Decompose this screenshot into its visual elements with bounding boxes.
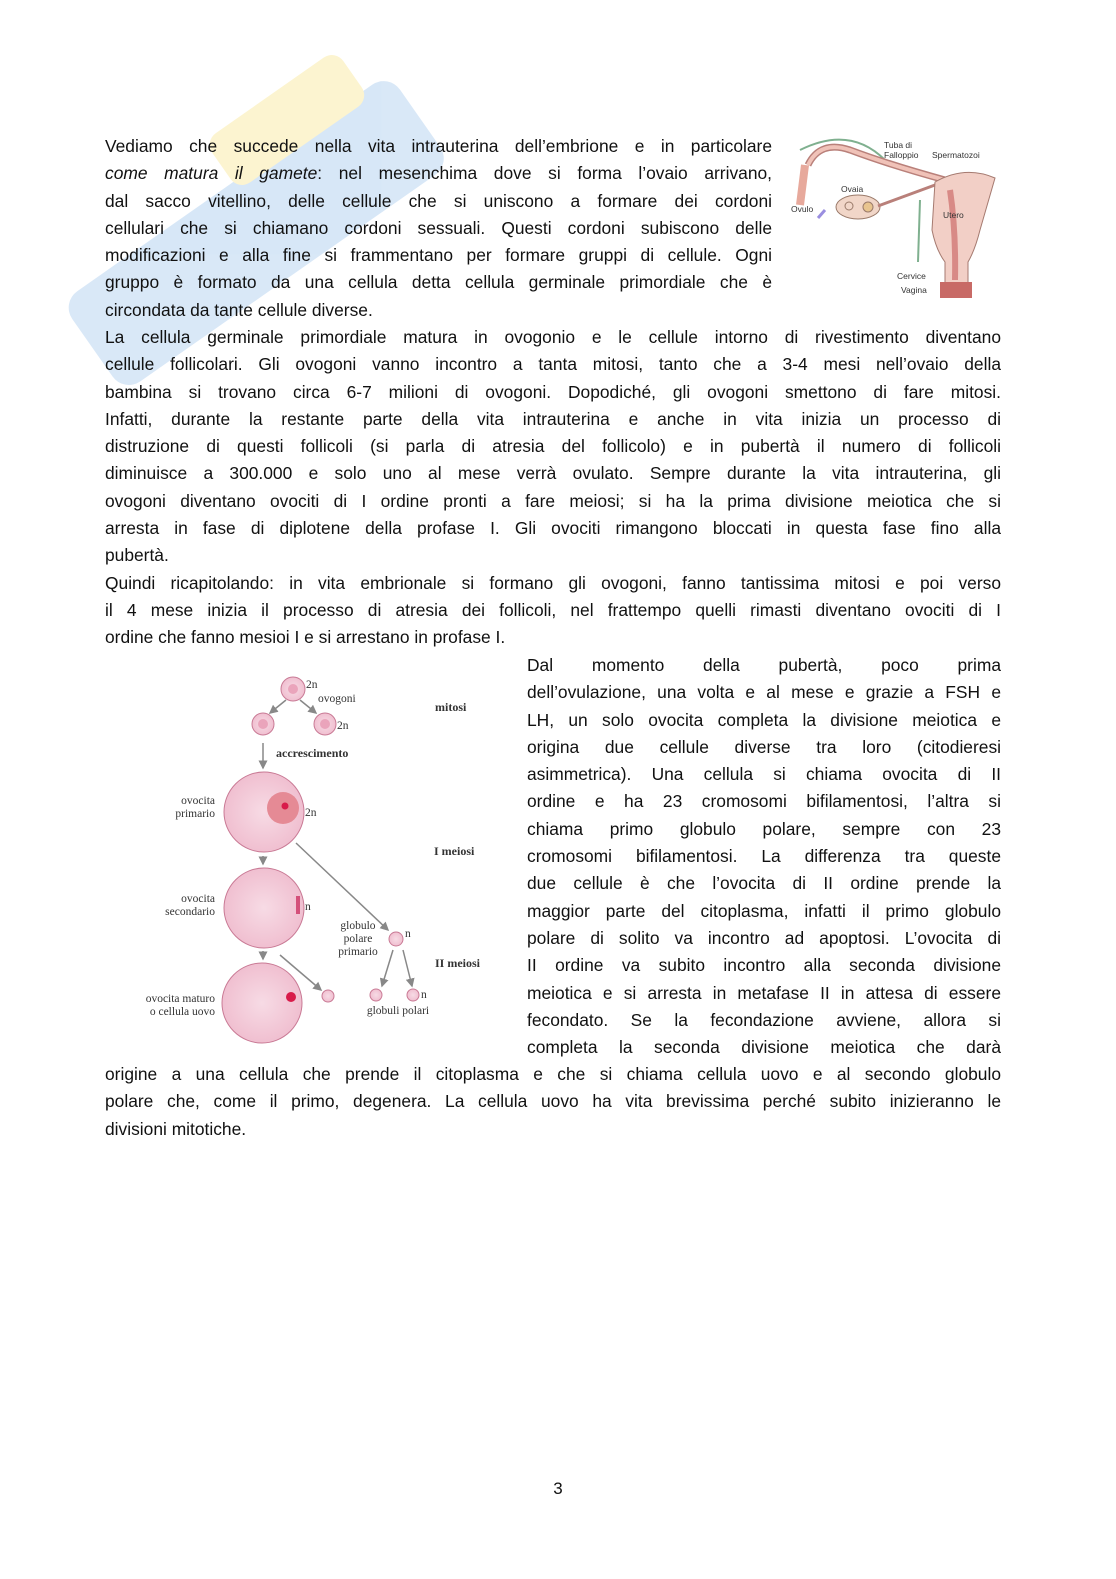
paragraph-puberty — [527, 652, 1001, 1061]
oogenesis-diagram — [120, 660, 510, 1050]
text-line: polare di solito va incontro ad apoptosi. L’ovocita di — [527, 927, 1001, 948]
text-line: dal sacco vitellino, delle cellule che si uniscono a formare dei cordoni — [105, 190, 772, 211]
label-n: n — [421, 989, 427, 1001]
polar-body — [407, 989, 419, 1001]
text-line: meiotica e si arresta in metafase II in attesa di essere — [527, 982, 1001, 1003]
label-secondario: secondario — [165, 906, 215, 918]
label-n: n — [405, 928, 411, 940]
text-line: origina due cellule diverse tra loro (citodieresi — [527, 736, 1001, 757]
secondary-oocyte — [224, 868, 304, 948]
label-globuli-polari: globuli polari — [366, 1005, 430, 1017]
text-line: dell’ovulazione, una volta e al mese e grazie a FSH e — [527, 682, 1001, 703]
label-2n: 2n — [306, 679, 318, 691]
label-ii-meiosi: II meiosi — [435, 956, 480, 970]
polar-body — [370, 989, 382, 1001]
text-line: ovogoni diventano ovociti di I ordine pronti a fare meiosi; si ha la prima divisione meiotica che si — [105, 490, 1001, 511]
text-line: II ordine va subito incontro alla seconda divisione — [527, 955, 1001, 976]
label-ovulo: Ovulo — [791, 204, 814, 214]
uterus — [932, 172, 995, 290]
arrow — [300, 700, 316, 713]
text-line: due cellule è che l’ovocita di II ordine prende la — [527, 873, 1001, 894]
chromosomes — [296, 896, 300, 914]
label-cervice: Cervice — [897, 271, 926, 281]
label-accrescimento: accrescimento — [276, 746, 349, 760]
text-line — [105, 160, 772, 187]
label-mitosi: mitosi — [435, 700, 467, 714]
text-line: Vediamo che succede nella vita intrauterina dell’embrione e in particolare — [105, 136, 772, 156]
label-vagina: Vagina — [901, 285, 927, 295]
female-reproductive-system-figure — [785, 132, 1005, 304]
vagina — [940, 282, 972, 298]
label-2n: 2n — [305, 807, 317, 819]
label-tuba: Tuba di — [884, 140, 913, 150]
text-line: fecondato. Se la fecondazione avviene, allora si — [527, 1009, 1001, 1030]
text-line: LH, un solo ovocita completa la divisione meiotica e — [527, 709, 1001, 730]
text-line: ordine che fanno mesioi I e si arrestano in profase I. — [105, 627, 506, 648]
label-spermatozoi: Spermatozoi — [932, 150, 980, 160]
text-line: distruzione di questi follicoli (si parla di atresia del follicolo) e in pubertà il numero di follicoli — [105, 436, 1001, 457]
label-ovocita: ovocita — [181, 795, 215, 807]
label-primario: primario — [338, 946, 378, 958]
label-2n: 2n — [337, 720, 349, 732]
text-line: chiama primo globulo polare, sempre con 23 — [527, 818, 1001, 839]
text-line: Infatti, durante la restante parte della vita intrauterina e anche in vita inizia un processo di — [105, 408, 1001, 429]
text-fragment: : nel mesenchima dove si forma l’ovaio arrivano, — [317, 163, 772, 184]
label-n: n — [305, 901, 311, 913]
text-line: ordine e ha 23 cromosomi bifilamentosi, l’altra si — [527, 791, 1001, 812]
label-ovaia: Ovaia — [841, 184, 864, 194]
polar-body — [322, 990, 334, 1002]
text-line: circondata da tante cellule diverse. — [105, 299, 373, 320]
text-line: maggior parte del citoplasma, infatti il primo globulo — [527, 900, 1001, 921]
italic-phrase: come matura il gamete — [105, 163, 318, 184]
nucleus — [286, 992, 296, 1002]
text-line: Dal momento della pubertà, poco prima — [527, 655, 1001, 675]
paragraph-conclusion — [105, 1061, 1001, 1143]
paragraphs-full-width — [105, 324, 1001, 652]
text-line: divisioni mitotiche. — [105, 1118, 247, 1139]
first-polar-body — [389, 932, 403, 946]
label-polare: polare — [343, 933, 373, 945]
text-line: pubertà. — [105, 545, 169, 566]
arrow — [403, 950, 412, 986]
text-line: cromosomi bifilamentosi. La differenza tra queste — [527, 846, 1001, 867]
text-line: cellule follicolari. Gli ovogoni vanno incontro a tanta mitosi, tanto che a 3-4 mesi nell’ovaio della — [105, 354, 1001, 375]
arrow — [270, 700, 286, 713]
arrow — [296, 843, 388, 930]
text-line: asimmetrica). Una cellula si chiama ovocita di II — [527, 764, 1001, 785]
label-utero: Utero — [943, 210, 964, 220]
page-number: 3 — [553, 1479, 563, 1498]
label-falloppio: Falloppio — [884, 150, 919, 160]
label-primario: primario — [175, 808, 215, 820]
label-ovocita-maturo: ovocita maturo — [145, 993, 215, 1005]
text-line: il 4 mese inizia il processo di atresia dei follicoli, nel frattempo quelli rimasti diventano ovociti di I — [105, 599, 1001, 620]
text-line: polare che, come il primo, degenera. La cellula uovo ha vita brevissima perché subito inizieranno le — [105, 1091, 1001, 1112]
label-globulo: globulo — [340, 920, 376, 932]
label-cellula-uovo: o cellula uovo — [149, 1006, 215, 1018]
mature-oocyte — [222, 963, 302, 1043]
text-line: gruppo è formato da una cellula detta cellula germinale primordiale che è — [105, 272, 772, 293]
text-line: cellulari che si chiamano cordoni sessuali. Questi cordoni subiscono delle — [105, 217, 772, 238]
text-line: diminuisce a 300.000 e solo uno al mese verrà ovulato. Sempre durante la vita intrauterina, gli — [105, 463, 1001, 484]
text-line: modificazioni e alla fine si frammentano per formare gruppi di cellule. Ogni — [105, 245, 772, 266]
label-ovocita: ovocita — [181, 893, 215, 905]
text-line: origine a una cellula che prende il citoplasma e che si chiama cellula uovo e al secondo globulo — [105, 1064, 1001, 1084]
arrow — [382, 950, 393, 986]
text-line: completa la seconda divisione meiotica che darà — [527, 1037, 1001, 1058]
text-line: arresta in fase di diplotene della profase I. Gli ovociti rimangono bloccati in questa fase fino alla — [105, 518, 1001, 539]
text-line: La cellula germinale primordiale matura in ovogonio e le cellule intorno di rivestimento diventano — [105, 327, 1001, 347]
text-line: bambina si trovano circa 6-7 milioni di ovogoni. Dopodiché, gli ovogoni smettono di fare mitosi. — [105, 381, 1001, 402]
label-i-meiosi: I meiosi — [434, 844, 475, 858]
text-line: Quindi ricapitolando: in vita embrionale si formano gli ovogoni, fanno tantissima mitosi e poi verso — [105, 572, 1001, 593]
label-ovogoni: ovogoni — [318, 693, 356, 705]
paragraph-intro — [105, 133, 772, 324]
